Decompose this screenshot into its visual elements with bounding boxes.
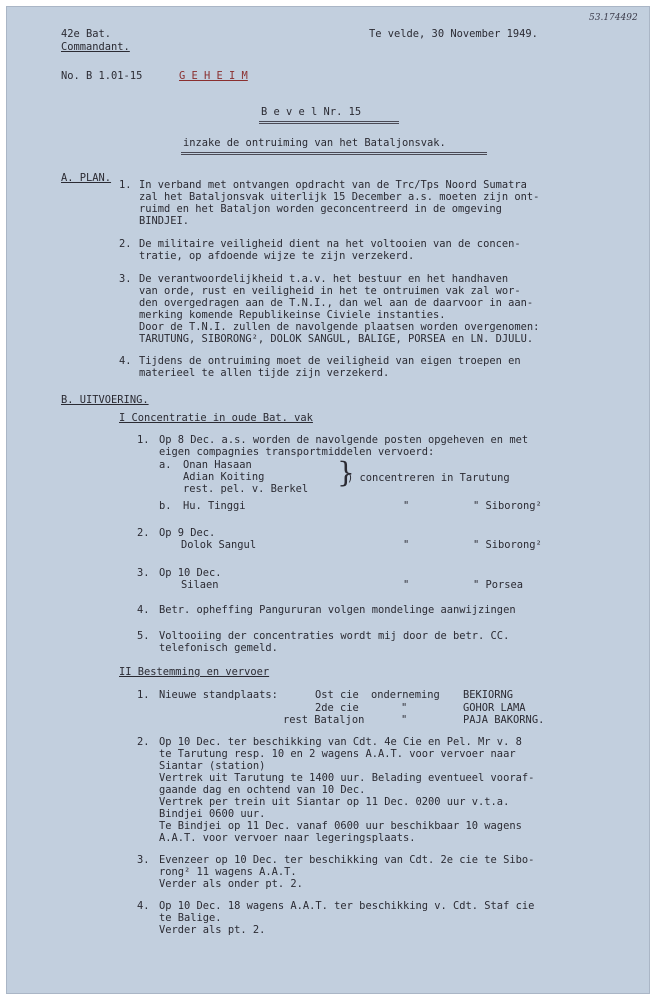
destination: " Siborong²	[473, 539, 542, 551]
exec-item-line: Vertrek per trein uit Siantar op 11 Dec. 0200 uur v.t.a.	[159, 796, 510, 808]
ditto-mark: "	[401, 702, 408, 714]
plan-item-number: 1.	[119, 179, 132, 191]
exec-item-number: 2.	[137, 527, 150, 539]
place-date: Te velde, 30 November 1949.	[369, 28, 538, 40]
exec-item-number: 3.	[137, 854, 150, 866]
plan-item-line: van orde, rust en veiligheid in het te ontruimen vak zal wor-	[139, 285, 521, 297]
exec-item-line: A.A.T. voor vervoer naar legeringsplaats.	[159, 832, 416, 844]
exec-item-line: te Tarutung resp. 10 en 2 wagens A.A.T. voor vervoer naar	[159, 748, 516, 760]
plan-item-line: De verantwoordelijkheid t.a.v. het bestuur en het handhaven	[139, 273, 509, 285]
plan-item-number: 3.	[119, 273, 132, 285]
plan-item-line: De militaire veiligheid dient na het voltooien van de concen-	[139, 238, 521, 250]
ditto-mark: "	[403, 579, 410, 591]
subject-underline	[181, 152, 487, 155]
plan-item-line: TARUTUNG, SIBORONG², DOLOK SANGUL, BALIGE, PORSEA en LN. DJULU.	[139, 333, 534, 345]
classification-stamp: G E H E I M	[179, 70, 248, 82]
concentrate-action: ) concentreren in Tarutung	[347, 472, 510, 484]
plan-item-number: 4.	[119, 355, 132, 367]
exec-item-number: 3.	[137, 567, 150, 579]
unit-commander: Commandant.	[61, 41, 130, 53]
exec-item-number: 4.	[137, 900, 150, 912]
order-subject: inzake de ontruiming van het Bataljonsvak.	[183, 137, 446, 149]
archive-number: 53.174492	[589, 13, 638, 23]
exec-item-line: Op 10 Dec. 18 wagens A.A.T. ter beschikking v. Cdt. Staf cie	[159, 900, 535, 912]
post-name: Adian Koiting	[183, 471, 265, 483]
exec-item-line: Op 10 Dec. ter beschikking van Cdt. 4e Cie en Pel. Mr v. 8	[159, 736, 522, 748]
plan-item-line: BINDJEI.	[139, 215, 190, 227]
plan-heading-text: A. PLAN.	[61, 172, 112, 184]
plan-item-number: 2.	[119, 238, 132, 250]
post-name: rest. pel. v. Berkel	[183, 483, 309, 495]
station-place: PAJA BAKORNG.	[463, 714, 545, 726]
plan-item-line: In verband met ontvangen opdracht van de Trc/Tps Noord Sumatra	[139, 179, 527, 191]
plan-item-line: tratie, op afdoende wijze te zijn verzekerd.	[139, 250, 415, 262]
plan-item-line: zal het Bataljonsvak uiterlijk 15 December a.s. moeten zijn ont-	[139, 191, 540, 203]
plan-item-line: ruimd en het Bataljon worden geconcentreerd in de omgeving	[139, 203, 502, 215]
plan-item-line: materieel te allen tijde zijn verzekerd.	[139, 367, 390, 379]
subsection-heading-concentration: I Concentratie in oude Bat. vak	[119, 412, 313, 424]
title-underline	[259, 121, 399, 124]
destination: " Siborong²	[473, 500, 542, 512]
exec-item-line: telefonisch gemeld.	[159, 642, 278, 654]
new-station-label: Nieuwe standplaats:	[159, 689, 278, 701]
exec-item-line: Bindjei 0600 uur.	[159, 808, 266, 820]
exec-item-line: Verder als pt. 2.	[159, 924, 266, 936]
post-name: Dolok Sangul	[181, 539, 257, 551]
exec-item-line: Verder als onder pt. 2.	[159, 878, 303, 890]
plan-item-line: Door de T.N.I. zullen de navolgende plaatsen worden overgenomen:	[139, 321, 540, 333]
ditto-mark: "	[403, 539, 410, 551]
post-name: Onan Hasaan	[183, 459, 252, 471]
subitem-label: b.	[159, 500, 172, 512]
post-name: Hu. Tinggi	[183, 500, 246, 512]
exec-item-line: te Balige.	[159, 912, 222, 924]
exec-item-line: Te Bindjei op 11 Dec. vanaf 0600 uur beschikbaar 10 wagens	[159, 820, 522, 832]
exec-item-line: Op 10 Dec.	[159, 567, 222, 579]
exec-item-line: Op 8 Dec. a.s. worden de navolgende posten opgeheven en met	[159, 434, 529, 446]
unit-name: 42e Bat.	[61, 28, 112, 40]
station-unit: 2de cie	[315, 702, 359, 714]
station-type: onderneming	[371, 689, 440, 701]
document-page	[6, 6, 650, 994]
exec-item-line: Vertrek uit Tarutung te 1400 uur. Belading eventueel vooraf-	[159, 772, 535, 784]
subsection-heading-destination: II Bestemming en vervoer	[119, 666, 270, 678]
order-title: B e v e l Nr. 15	[261, 106, 362, 118]
ditto-mark: "	[401, 714, 408, 726]
station-place: BEKIORNG	[463, 689, 514, 701]
exec-item-line: Evenzeer op 10 Dec. ter beschikking van Cdt. 2e cie te Sibo-	[159, 854, 535, 866]
exec-item-number: 4.	[137, 604, 150, 616]
plan-item-line: Tijdens de ontruiming moet de veiligheid van eigen troepen en	[139, 355, 521, 367]
ditto-mark: "	[403, 500, 410, 512]
exec-item-number: 1.	[137, 434, 150, 446]
section-heading-execution	[61, 395, 149, 407]
post-name: Silaen	[181, 579, 219, 591]
plan-item-line: den overgedragen aan de T.N.I., dan wel aan de daarvoor in aan-	[139, 297, 534, 309]
subitem-label: a.	[159, 459, 172, 471]
section-heading-plan	[61, 173, 111, 185]
exec-item-line: rong² 11 wagens A.A.T.	[159, 866, 297, 878]
exec-item-line: Voltooiing der concentraties wordt mij door de betr. CC.	[159, 630, 510, 642]
exec-item-line: Siantar (station)	[159, 760, 266, 772]
plan-item-line: merking komende Republikeinse Civiele instanties.	[139, 309, 446, 321]
document-number: No. B 1.01-15	[61, 70, 143, 82]
station-unit: rest Bataljon	[283, 714, 365, 726]
exec-item-number: 2.	[137, 736, 150, 748]
exec-item-line: Betr. opheffing Pangururan volgen mondelinge aanwijzingen	[159, 604, 516, 616]
station-place: GOHOR LAMA	[463, 702, 526, 714]
execution-heading-text: B. UITVOERING.	[61, 394, 149, 406]
exec-item-line: Op 9 Dec.	[159, 527, 216, 539]
station-unit: Ost cie	[315, 689, 359, 701]
exec-item-line: gaande dag en ochtend van 10 Dec.	[159, 784, 366, 796]
destination: " Porsea	[473, 579, 524, 591]
exec-item-number: 1.	[137, 689, 150, 701]
exec-item-line: eigen compagnies transportmiddelen vervoerd:	[159, 446, 435, 458]
grouping-brace: }	[337, 456, 355, 489]
exec-item-number: 5.	[137, 630, 150, 642]
